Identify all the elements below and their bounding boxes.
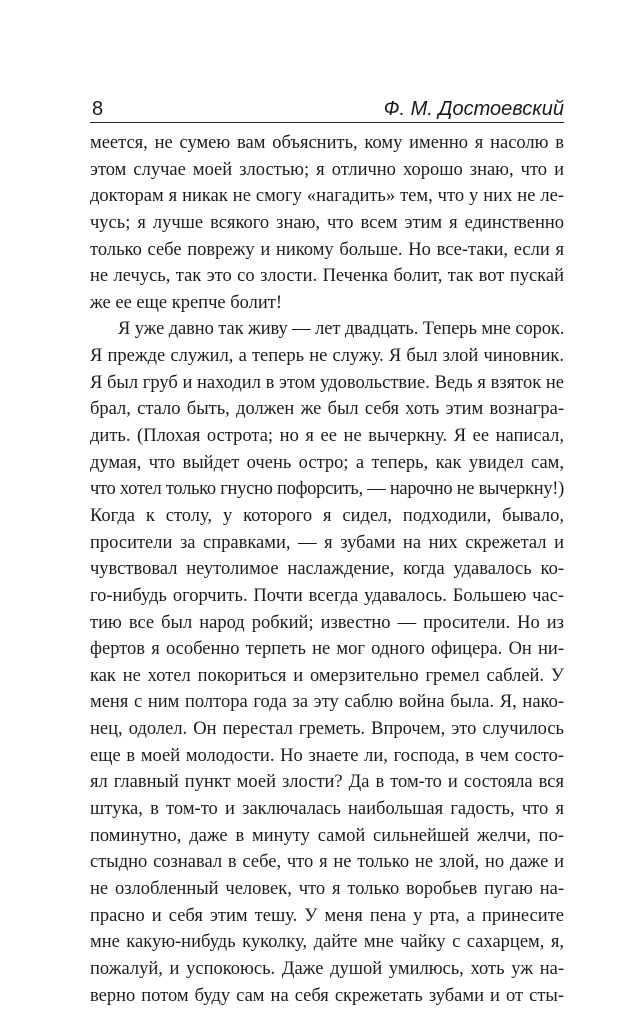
text-line: верно потом буду сам на себя скрежетать зубами и от сты- bbox=[90, 983, 564, 1009]
text-line: не лечусь, так это со злости. Печенка болит, так вот пускай bbox=[90, 263, 564, 290]
text-line: прасно и себя этим тешу. У меня пена у рта, а принесите bbox=[90, 903, 564, 930]
paragraph-first-line: Я уже давно так живу — лет двадцать. Теперь мне сорок. bbox=[90, 316, 564, 343]
page-header bbox=[90, 97, 564, 121]
text-line: чувствовал неутолимое наслаждение, когда удавалось ко- bbox=[90, 556, 564, 583]
header-rule bbox=[90, 122, 564, 123]
text-line: ял главный пункт моей злости? Да в том-то и состояла вся bbox=[90, 769, 564, 796]
text-line: Я прежде служил, а теперь не служу. Я был злой чиновник. bbox=[90, 343, 564, 370]
text-line: брал, стало быть, должен же был себя хоть этим вознагра- bbox=[90, 396, 564, 423]
text-line: не озлобленный человек, что я только воробьев пугаю на- bbox=[90, 876, 564, 903]
text-line: Когда к столу, у которого я сидел, подходили, бывало, bbox=[90, 503, 564, 530]
text-line: пожалуй, и успокоюсь. Даже душой умилюсь, хоть уж на- bbox=[90, 956, 564, 983]
text-line: меется, не сумею вам объяснить, кому именно я насолю в bbox=[90, 130, 564, 157]
text-line: го-нибудь огорчить. Почти всегда удавалось. Большею час- bbox=[90, 583, 564, 610]
text-line: думая, что выйдет очень остро; а теперь, как увидел сам, bbox=[90, 450, 564, 477]
running-title: Ф. М. Достоевский bbox=[384, 97, 564, 121]
text-line: нец, одолел. Он перестал греметь. Впрочем, это случилось bbox=[90, 716, 564, 743]
text-line: же ее еще крепче болит! bbox=[90, 290, 564, 317]
text-line: поминутно, даже в минуту самой сильнейшей желчи, по- bbox=[90, 823, 564, 850]
text-line: фертов я особенно терпеть не мог одного офицера. Он ни- bbox=[90, 636, 564, 663]
text-line: чусь; я лучше всякого знаю, что всем этим я единственно bbox=[90, 210, 564, 237]
text-line: мне какую-нибудь куколку, дайте мне чайку с сахарцем, я, bbox=[90, 929, 564, 956]
page-number: 8 bbox=[92, 97, 103, 121]
text-line: как не хотел покориться и омерзительно гремел саблей. У bbox=[90, 663, 564, 690]
text-line: штука, в том-то и заключалась наибольшая гадость, что я bbox=[90, 796, 564, 823]
text-line: докторам я никак не смогу «нагадить» тем, что у них не ле- bbox=[90, 183, 564, 210]
body-text bbox=[90, 130, 564, 1009]
text-line: только себе поврежу и никому больше. Но все-таки, если я bbox=[90, 237, 564, 264]
text-line: дить. (Плохая острота; но я ее не вычеркну. Я ее написал, bbox=[90, 423, 564, 450]
text-line: просители за справками, — я зубами на них скрежетал и bbox=[90, 530, 564, 557]
text-line: этом случае моей злостью; я отлично хорошо знаю, что и bbox=[90, 157, 564, 184]
text-line: еще в моей молодости. Но знаете ли, господа, в чем состо- bbox=[90, 743, 564, 770]
text-line: тию все был народ робкий; известно — просители. Но из bbox=[90, 610, 564, 637]
text-line: Я был груб и находил в этом удовольствие. Ведь я взяток не bbox=[90, 370, 564, 397]
text-line: меня с ним полтора года за эту саблю война была. Я, нако- bbox=[90, 689, 564, 716]
text-line: что хотел только гнусно пофорсить, — нарочно не вычеркну!) bbox=[90, 476, 564, 503]
text-line: стыдно сознавал в себе, что я не только не злой, но даже и bbox=[90, 849, 564, 876]
